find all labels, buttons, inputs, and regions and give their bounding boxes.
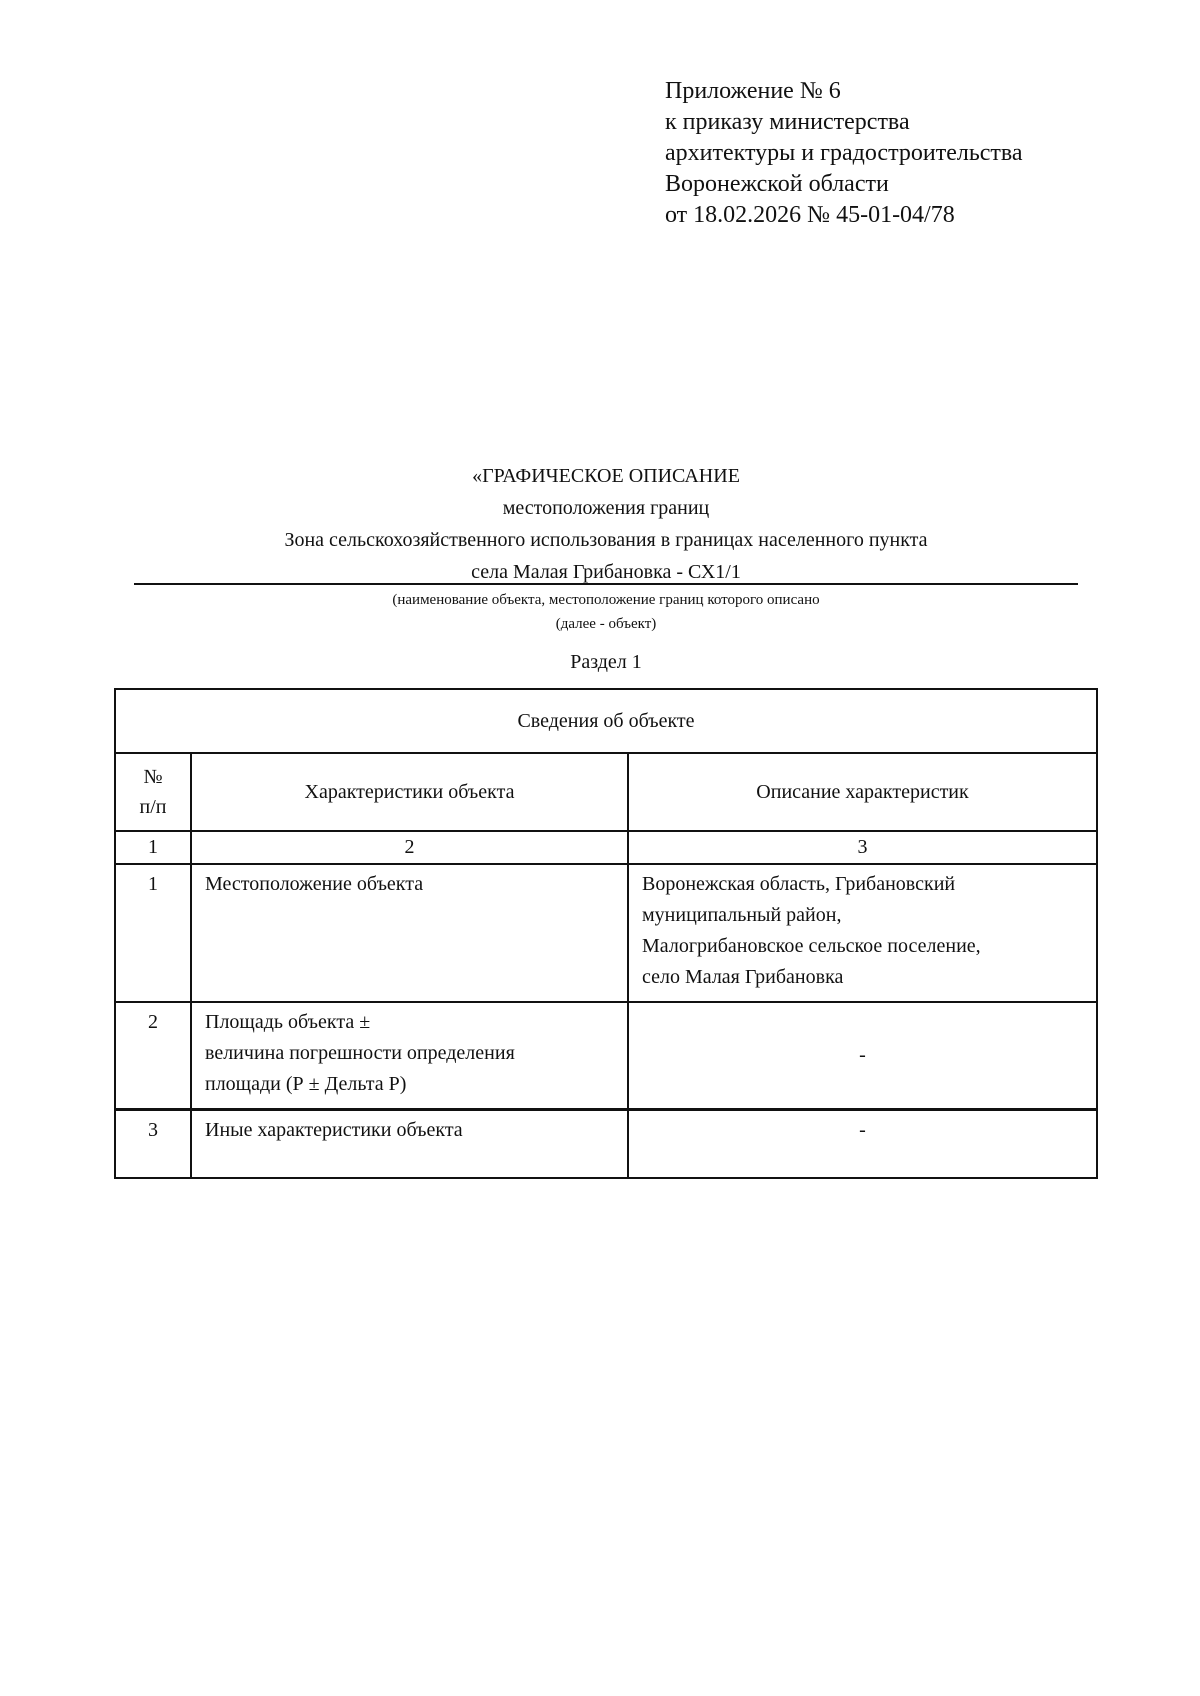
title-line-subheading: местоположения границ	[502, 497, 710, 519]
row-description: -	[628, 1002, 1097, 1110]
header-number-line: №	[143, 766, 163, 788]
cell-line: Местоположение объекта	[205, 873, 424, 895]
header-number-line: п/п	[139, 796, 167, 818]
table-row	[115, 1002, 1097, 1110]
row-characteristic	[191, 1110, 628, 1179]
row-number: 3	[115, 1110, 191, 1179]
row-description: -	[628, 1110, 1097, 1179]
cell-line: село Малая Грибановка	[642, 966, 844, 988]
column-number: 2	[191, 831, 628, 864]
row-characteristic	[191, 864, 628, 1002]
title-underline	[134, 583, 1078, 585]
appendix-line: Воронежской области	[665, 171, 889, 197]
title-caption	[134, 588, 1078, 636]
table-row	[115, 1110, 1097, 1179]
table-title: Сведения об объекте	[115, 689, 1097, 753]
caption-line: (наименование объекта, местоположение границ которого описано	[392, 592, 820, 608]
section-label: Раздел 1	[570, 651, 642, 673]
row-description	[628, 864, 1097, 1002]
column-number: 3	[628, 831, 1097, 864]
cell-line: площади (Р ± Дельта Р)	[205, 1073, 407, 1095]
row-number: 2	[115, 1002, 191, 1110]
cell-line: Иные характеристики объекта	[205, 1119, 463, 1141]
title-line-object-name: Зона сельскохозяйственного использования в границах населенного пункта	[284, 529, 928, 551]
appendix-block	[665, 76, 1023, 231]
appendix-line: к приказу министерства	[665, 109, 910, 135]
object-info-table	[114, 688, 1098, 1179]
appendix-line: архитектуры и градостроительства	[665, 140, 1023, 166]
title-line-object-code: села Малая Грибановка - СХ1/1	[471, 561, 741, 583]
cell-line: Площадь объекта ±	[205, 1011, 371, 1033]
table-row	[115, 864, 1097, 1002]
header-number	[115, 753, 191, 831]
cell-line: величина погрешности определения	[205, 1042, 515, 1064]
title-line-heading: «ГРАФИЧЕСКОЕ ОПИСАНИЕ	[472, 465, 740, 487]
row-number: 1	[115, 864, 191, 1002]
appendix-line: от 18.02.2026 № 45-01-04/78	[665, 202, 955, 228]
document-title	[134, 460, 1078, 588]
cell-line: Воронежская область, Грибановский	[642, 873, 956, 895]
row-characteristic	[191, 1002, 628, 1110]
cell-line: Малогрибановское сельское поселение,	[642, 935, 981, 957]
caption-line: (далее - объект)	[555, 616, 657, 632]
cell-line: муниципальный район,	[642, 904, 842, 926]
header-characteristics: Характеристики объекта	[191, 753, 628, 831]
appendix-line: Приложение № 6	[665, 78, 841, 104]
header-description: Описание характеристик	[628, 753, 1097, 831]
column-number: 1	[115, 831, 191, 864]
